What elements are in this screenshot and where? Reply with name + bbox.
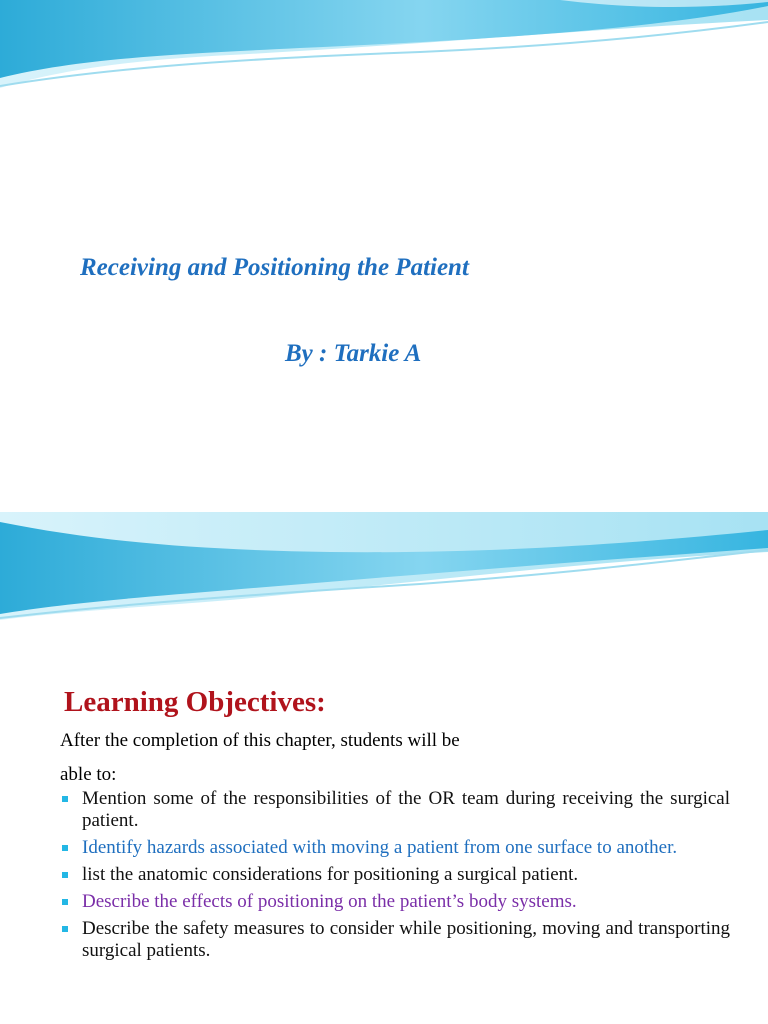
- list-item: [60, 837, 730, 859]
- square-bullet-icon: [62, 845, 68, 851]
- presentation-title: Receiving and Positioning the Patient: [80, 254, 469, 281]
- square-bullet-icon: [62, 899, 68, 905]
- objectives-list: [60, 788, 730, 967]
- list-item: [60, 788, 730, 832]
- objective-text: Describe the effects of positioning on the patient’s body systems.: [82, 891, 577, 912]
- objective-text: Mention some of the responsibilities of the OR team during receiving the surgical patient.: [82, 788, 730, 831]
- list-item: [60, 918, 730, 962]
- decorative-wave-header: [0, 0, 768, 110]
- list-item: [60, 864, 730, 886]
- objective-text: list the anatomic considerations for positioning a surgical patient.: [82, 864, 579, 885]
- section-heading: Learning Objectives:: [64, 686, 326, 718]
- square-bullet-icon: [62, 926, 68, 932]
- decorative-wave-header: [0, 512, 768, 622]
- list-item: [60, 891, 730, 913]
- objective-text: Identify hazards associated with moving a patient from one surface to another.: [82, 837, 678, 858]
- square-bullet-icon: [62, 872, 68, 878]
- square-bullet-icon: [62, 796, 68, 802]
- intro-line-2: able to:: [60, 764, 117, 785]
- objective-text: Describe the safety measures to consider while positioning, moving and transporting surgical patients.: [82, 918, 730, 961]
- intro-line-1: After the completion of this chapter, students will be: [60, 730, 460, 751]
- presentation-author: By : Tarkie A: [285, 340, 422, 367]
